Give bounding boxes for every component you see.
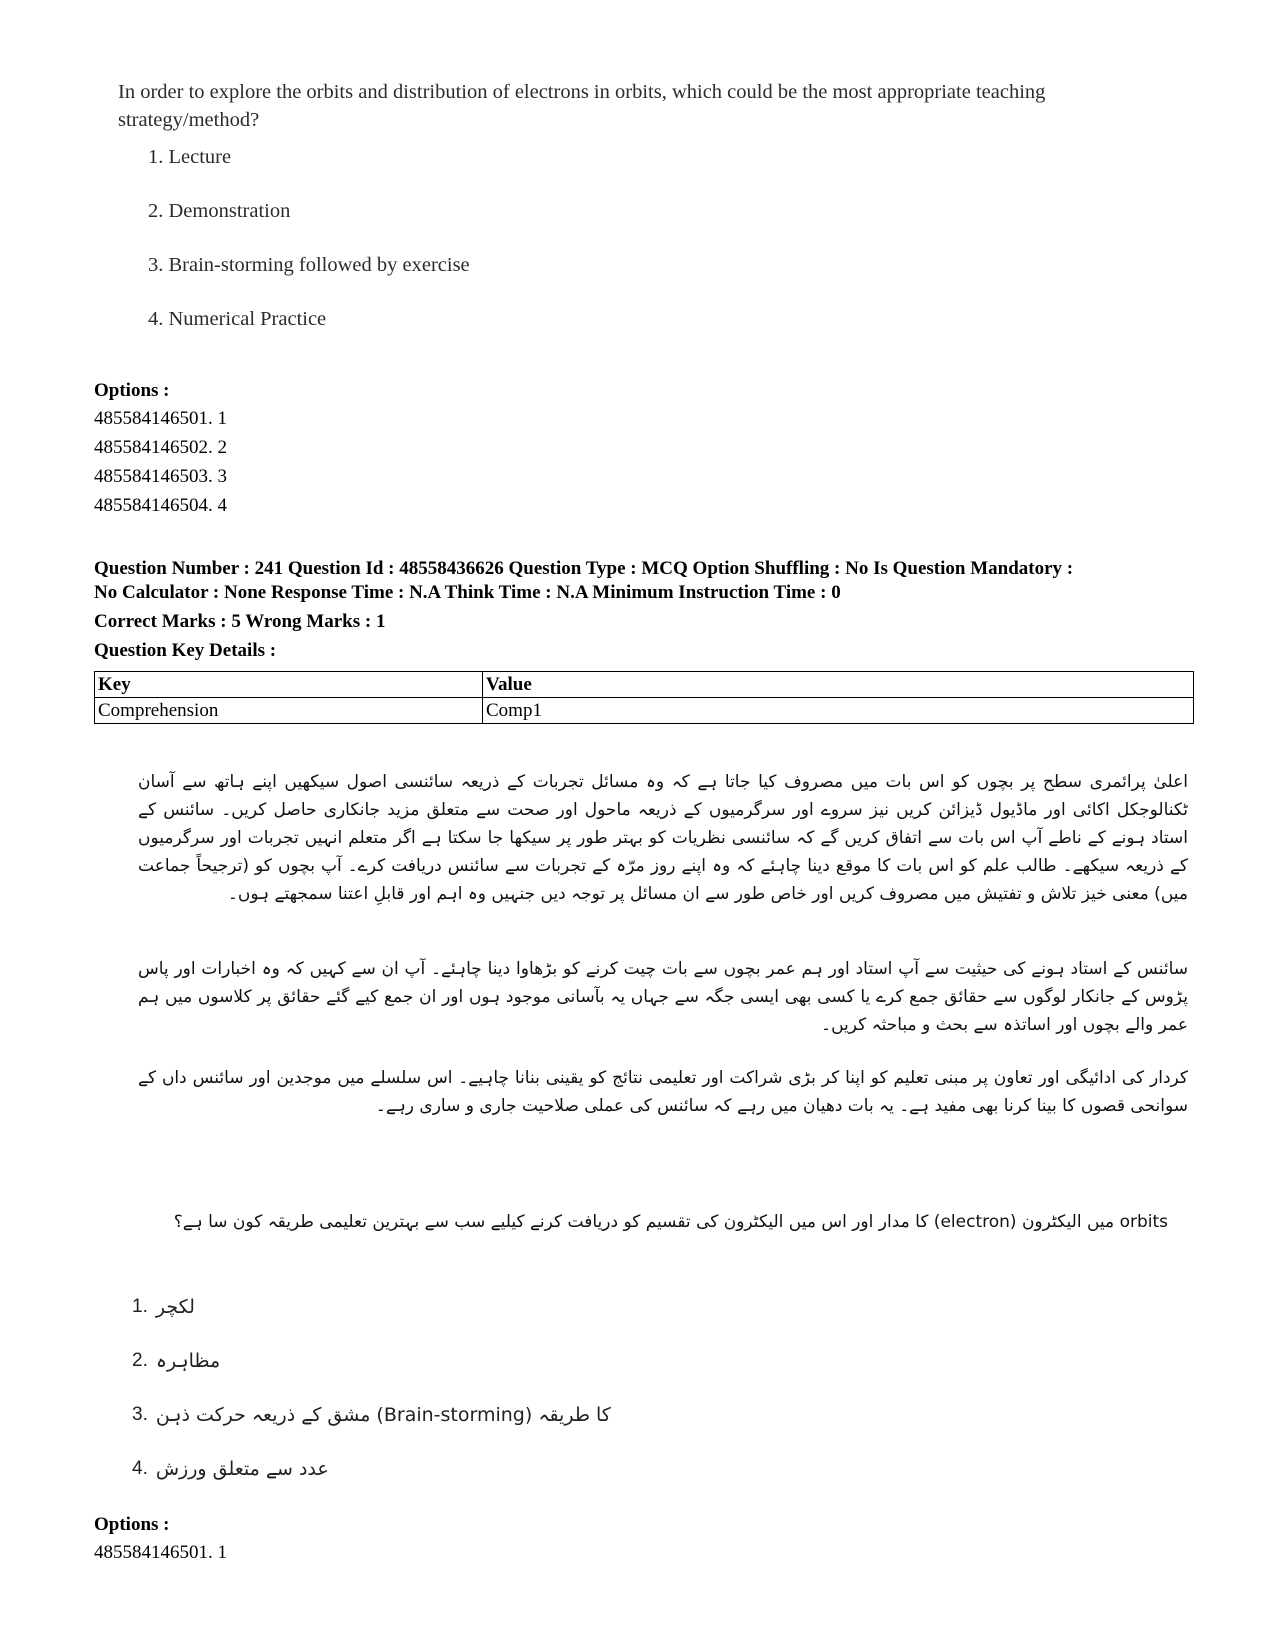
question-text: In order to explore the orbits and distribution of electrons in orbits, which could be the most appropriate teaching strategy/method? [118,81,1046,131]
option-item: 485584146501. 1 [94,1542,227,1563]
question-item: 4. Numerical Practice [148,308,327,330]
options-title: Options : [94,380,170,401]
item-text: مشق کے ذریعہ حرکت ذہن (Brain-storming) کا طریقہ [155,1404,611,1426]
option-item: 485584146504. 4 [94,495,227,516]
urdu-passage-paragraph-3: کردار کی ادائیگی اور تعاون پر مبنی تعلیم کو اپنا کر بڑی شراکت اور تعلیمی نتائج کو یقینی بنانا چاہیے۔ اس سلسلے میں موجدین اور سائنس داں کے سوانحی قصوں کا بینا کرنا بھی مفید ہے۔ یہ بات دھیان میں رہے کہ سائنس کی عملی صلاحیت جاری و ساری رہے۔ [138,1068,1188,1116]
table-row [95,698,1194,724]
option-item: 485584146501. 1 [94,408,227,429]
metadata-line-1: Question Number : 241 Question Id : 48558436626 Question Type : MCQ Option Shuffling : No Is Question Mandatory : [94,558,1074,579]
item-text: لکچر [155,1296,195,1318]
question-english-block [118,78,1168,360]
item-text: مظاہرہ [155,1350,221,1372]
question-item: 3. Brain-storming followed by exercise [148,254,470,276]
item-text: عدد سے متعلق ورزش [155,1458,329,1480]
urdu-question-item [132,1442,832,1496]
urdu-question-items [132,1280,832,1496]
item-number: 2. [132,1350,148,1371]
table-header-value: Value [483,672,1194,698]
urdu-question-item [132,1334,832,1388]
question-metadata [94,557,1204,663]
table-header-row [95,672,1194,698]
options-list [94,1511,494,1567]
urdu-question-item [132,1280,832,1334]
option-item: 485584146502. 2 [94,437,227,458]
question-items [118,144,1168,360]
urdu-question-item [132,1388,832,1442]
urdu-question-text: orbits میں الیکٹرون (electron) کا مدار اور اس میں الیکٹرون کی تقسیم کو دریافت کرنے کیلیے سب سے بہترین تعلیمی طریقہ کون سا ہے؟ [173,1212,1168,1232]
item-number: 1. [132,1296,148,1317]
urdu-passage-paragraph-2: سائنس کے استاد ہونے کی حیثیت سے آپ استاد اور ہم عمر بچوں سے بات چیت کرنے کو بڑھاوا دینا چاہئے۔ آپ ان سے کہیں کہ وہ اخبارات اور پاس پڑوس کے جانکار لوگوں سے حقائق جمع کرے یا کسی بھی ایسی جگہ سے جہاں یہ بآسانی موجود ہوں اور ان جمع کیے گئے حقائق پر کلاسوں میں ہم عمر والے بچوں اور اساتذہ سے بحث و مباحثہ کریں۔ [138,959,1188,1035]
table-cell-key: Comprehension [95,698,483,724]
urdu-passage-paragraph-1: اعلیٰ پرائمری سطح پر بچوں کو اس بات میں مصروف کیا جاتا ہے کہ وہ مسائل تجربات کے ذریعہ سائنسی اصول سیکھیں اپنے ہاتھ سے آسان ٹکنالوجکل اکائی اور ماڈیول ڈیزائن کریں نیز سروے اور سرگرمیوں کے ذریعہ ماحول اور صحت سے متعلق مزید جانکاری حاصل کریں۔ سائنس کے استاد ہونے کے ناطے آپ اس بات سے اتفاق کریں گے کہ سائنسی نظریات کو بہتر طور پر سیکھا جا سکتا ہے اگر متعلم انہیں تجربات اور سرگرمیوں کے ذریعہ سیکھے۔ طالب علم کو اس بات کا موقع دینا چاہئے کہ وہ اپنے روز مرّہ کے تجربات سے سائنس دریافت کرے۔ آپ بچوں کو (ترجیحاً جماعت میں) معنی خیز تلاش و تفتیش میں مصروف کریں اور خاص طور سے ان مسائل پر توجہ دیں جنہیں وہ اہم اور قابلِ اعتنا سمجھتے ہوں۔ [138,772,1188,904]
metadata-line-2: No Calculator : None Response Time : N.A Think Time : N.A Minimum Instruction Time : 0 [94,582,841,603]
option-item: 485584146503. 3 [94,466,227,487]
key-details-table [94,671,1194,724]
question-item: 1. Lecture [148,146,232,168]
item-number: 4. [132,1458,148,1479]
options-title: Options : [94,1514,170,1535]
key-details-title: Question Key Details : [94,640,277,661]
marks-line: Correct Marks : 5 Wrong Marks : 1 [94,611,386,632]
options-list [94,377,494,520]
item-number: 3. [132,1404,148,1425]
table-cell-value: Comp1 [483,698,1194,724]
table-header-key: Key [95,672,483,698]
question-item: 2. Demonstration [148,200,291,222]
